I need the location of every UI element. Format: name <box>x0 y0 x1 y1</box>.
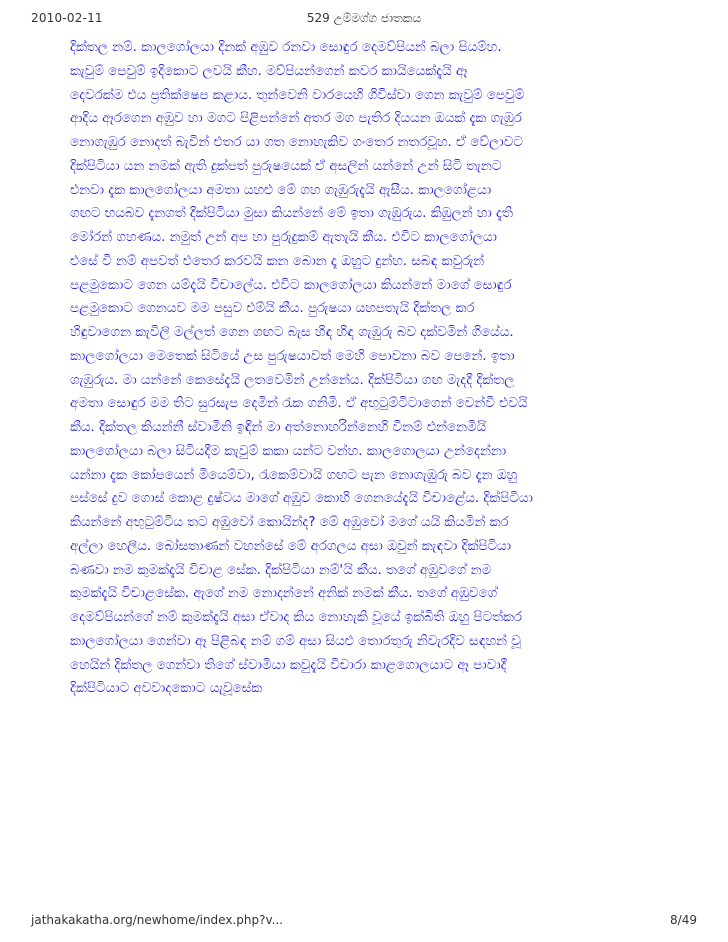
text-line: කාලගෝලයා ගෙන්වා ඈ පිළිබඳ නම් ගම් අසා සියළු තොරතුරු නිවැරදිව සඳහන් වූ <box>70 633 521 649</box>
page-title: 529 උම්මග්ග ජාතකය <box>306 11 422 25</box>
text-line: දික්තල නම්. කාලගෝලයා දිනක් අඹුව රනවා සොඳුර දෙමව්පියන් බලා පියම්හ. <box>70 40 502 55</box>
text-line: කියන්නේ අභුටුම්ටිය තට අඹුවෝ කොයින්ද? මේ අඹුවෝ මගේ යයි කියමින් කර <box>70 515 509 530</box>
text-line: පළමුකොට ගෙනයව මම පසුව එම්යි කීය. පුරුෂයා යහපතැයි දික්තල කර <box>70 301 475 317</box>
text-line: පළමුකොට ගෙන යම්දැයි විචාලේය. එවිට කාලගෝලයා කියන්නේ මාගේ සොඳුර <box>70 277 512 293</box>
text-line: ගඟට භයබව දැනගත් දික්පිටියා මුසා කියන්නේ මේ ඉතා ගැඹුරුය. කිඹුලන් හා දැති <box>70 206 513 222</box>
text-line: එසේ වී නම් අපවත් එතෙර කරවයි කන බොන දෑ ඔහුට දුන්හ. සබඳ කවුරුන් <box>70 253 485 269</box>
print-date: 2010-02-11 <box>31 11 103 25</box>
text-line: බණවා නම කුමක්දැයි විචාළ සේක. දික්පිටියා නම්'යි කීය. තගේ අඹුවගේ නම <box>70 562 492 578</box>
text-line: කාලගෝලයා බලා සිටියදීම කැවුම් කකා යන්ට වන්හ. කාලගොලයා උන්දෙන්නා <box>70 443 507 459</box>
text-line: එනවා දැක කාලගෝලයා අමතා යහළු මේ ගහ ගැඹුරුදැයි ඇසීය. කාලගෝළයා <box>70 182 492 198</box>
text-line: අමතා සොඳුර මම තිට සුරසැප දෙමින් රැක ගනිමි. ඒ අභුටුම්ටිටාගෙන් වෙන්වී එවයි <box>70 396 528 412</box>
text-line: දෙවරක්ම එය ප්‍රතික්ෂෙප කළාය. තුන්වෙනි වාරයෙහි ගිවිස්වා ගෙන කැවුම් පෙවුම් <box>70 87 525 103</box>
text-line: නොගැඹුර නොදත් බැවින් එතර යා ගත නොහැකිව ගංතෙර නතරවූහ. ඒ වේලාවට <box>70 135 523 150</box>
source-url: jathakakatha.org/newhome/index.php?v... <box>31 913 284 927</box>
text-line: දෙමව්පියන්ගේ නම් කුමක්දැයි අසා ඒවාද කිය නොහැකි වූයේ ඉක්බිති ඔහු පිටත්කර <box>70 610 522 625</box>
text-line: පස්සේ දුව ගොස් කොළ දුෂ්ටය මාගේ අඹුව කොහි ගෙනයේදැයි විචාළේය. දික්පිටියා <box>70 491 533 507</box>
text-line: යන්නා දැක කෝපයෙන් මියෙම්වා, රැකෙම්වායි ගඟට පැන නොගැඹුරු බව දැන ඔහු <box>70 467 518 483</box>
text-line: දික්පිටියා යන නමක් ඇති දුක්පත් පුරුෂයෙක් ඒ අසලින් යන්නේ උන් සිටි තැනට <box>70 158 502 174</box>
story-text <box>70 36 670 701</box>
text-line: කීය. දික්තල කියන්නී ස්වාමිනි ඉඳින් මා අත්නොහරින්නෙහි වීනම් එන්නෙමියි <box>70 420 487 435</box>
text-line: දික්පිටියාට අවවාදකොට යැවූසේක <box>70 681 263 697</box>
text-line: කැවුම් පෙවුම් ඉදිකොට ලවයි කීහ. මව්පියන්ගෙන් කවර කායියෙක්දැයි ඈ <box>70 63 468 79</box>
text-line: කාලගෝලයා මෙතෙක් සිටියේ උස පුරුෂයාවත් මෙහි පොවනා බව පෙනේ. ඉතා <box>70 348 515 364</box>
text-line: අල්ලා හෙලීය. බෝසතාණන් වහන්සේ මේ අරගලය අසා ඔවුන් කැඳවා දික්පිටියා <box>70 538 512 554</box>
text-line: කුමක්දැයි විචාළසේක. ඇගේ නම නොදන්නේ අනික් නමක් කීය. තගේ අඹුවගේ <box>70 586 498 602</box>
text-line: ආදිය ඈරගෙන අඹුව හා මගට පිළිපන්නේ අතර මග පැතිර දියයන ඔයක් දැක ගැඹුර <box>70 111 522 127</box>
text-line: ගැඹුරුය. මා යන්නේ කෙසේදැයි ලතවෙමින් උන්නේය. දික්පිටියා ගඟ මැදදී දික්තල <box>70 372 515 388</box>
text-line: මෝරන් ගහණය. නමුත් උන් අප හා පුරුදුකම් ඇතැයි කීය. එවිට කාලගෝලයා <box>70 230 497 245</box>
text-line: හෙයින් දික්තල ගෙන්වා තිගේ ස්වාමියා කවුදැයි විචාරා කාළගොලයාට ඈ පාවාදී <box>70 657 507 673</box>
page-number: 8/49 <box>670 913 697 927</box>
text-line: හිඳුවාගෙන කැවිලි මල්ලත් ගෙන ගඟට බැස හිඳ හිඳ ගැඹුරු බව දක්වමින් ගියේය. <box>70 325 514 340</box>
